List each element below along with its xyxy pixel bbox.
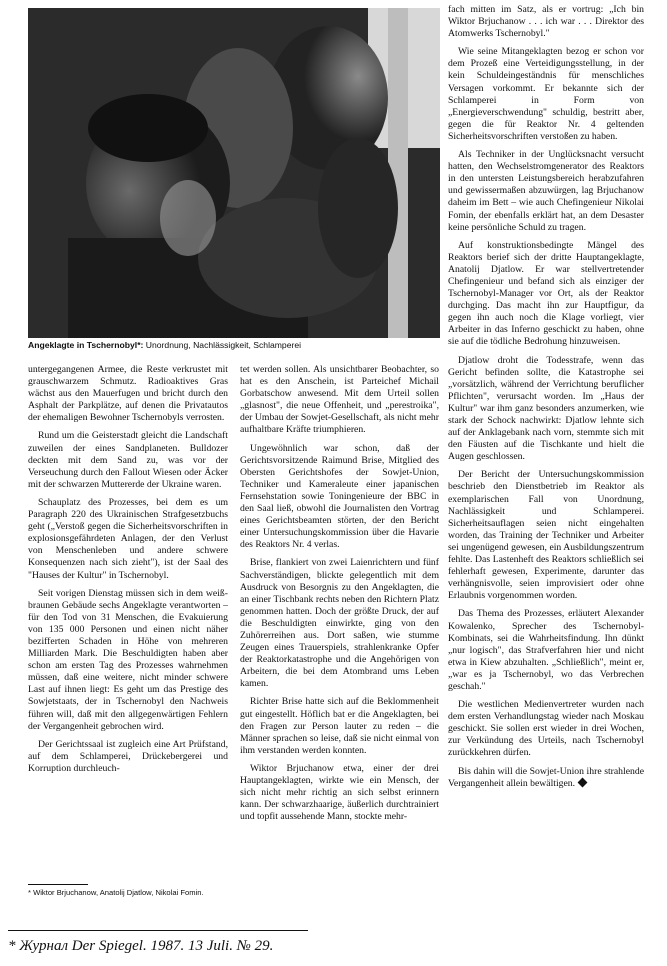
- defendants-photo: [28, 8, 440, 338]
- paragraph: Ungewöhnlich war schon, daß der Gerichtsvorsitzende Raimund Brise, Mitglied des Obersten Gerichtshofes der Sowjet-Union, Techniker und Kameraleute einer japanischen Fernsehstation sowie Toningenieure der BBC in den Saal ließ, obwohl die Journalisten den Vortrag eines Gerichtsbeamten störten, der den Bericht einer Untersuchungskommission über die Havarie des Reaktors Nr. 4 verlas.: [240, 442, 439, 551]
- source-citation: * Журнал Der Spiegel. 1987. 13 Juli. № 29.: [8, 938, 274, 954]
- paragraph: Brise, flankiert von zwei Laienrichtern und fünf Sachverständigen, blickte gelegentlich mit dem Ausdruck von Besorgnis zu den Angeklagten, die an einer Tischbank rechts neben den Richtern Platz genommen hatten. Doch der größte Druck, der auf die Beschuldigten einwirkte, ging von den Zuhörerreihen aus. Dort saßen, wie stumme Zeugen eines Trauerspiels, strahlenkranke Opfer der Reaktorkatastrophe und die Angehörigen von Arbeitern, die bei dem Atombrand ums Leben kamen.: [240, 557, 439, 690]
- paragraph: Wiktor Brjuchanow etwa, einer der drei Hauptangeklagten, wirkte wie ein Mensch, der sich nicht mehr richtig an sich selbst erinnern kann. Der schwarzhaarige, äußerlich durchtrainiert und topfit aussehende Mann, stockte mehr-: [240, 762, 439, 823]
- paragraph: Der Bericht der Untersuchungskommission beschrieb den Dienstbetrieb im Reaktor als exemplarischen Fall von Unordnung, Nachlässigkeit und Schlamperei. Sicherheitsauflagen seien nicht eingehalten worden, das Training der Techniker und Arbeiter sei ungenügend gewesen, ein Ausbildungszentrum fehlte. Das Lastenheft des Reaktors schließlich sei fehlerhaft gewesen, Experimente, darunter das verhängnisvolle, seien improvisiert oder ohne Erlaubnis vorgenommen worden.: [448, 469, 644, 602]
- article-column-2: [240, 364, 439, 829]
- paragraph-last-text: Bis dahin will die Sowjet-Union ihre strahlende Vergangenheit allein bewältigen.: [448, 765, 644, 789]
- footnote: * Wiktor Brjuchanow, Anatolij Djatlow, Nikolai Fomin.: [28, 888, 204, 897]
- paragraph: fach mitten im Satz, als er vortrug: „Ich bin Wiktor Brjuchanow . . . ich war . . . Direktor des Atomwerks Tschernobyl.": [448, 4, 644, 40]
- article-column-1: [28, 364, 228, 781]
- caption-bold: Angeklagte in Tschernobyl*:: [28, 340, 144, 350]
- paragraph: tet werden sollen. Als unsichtbarer Beobachter, so hat es den Anschein, ist Parteichef Michail Gorbatschow anwesend. Mit dem Urteil sollen „glasnost", die neue Offenheit, und „perestroika", der Umbau der Sowjet-Gesellschaft, als nicht mehr aufhaltbare Kräfte triumphieren.: [240, 364, 439, 436]
- paragraph: Der Gerichtssaal ist zugleich eine Art Prüfstand, auf dem Schlamperei, Drückebergerei und Korruption durchleuch-: [28, 738, 228, 774]
- caption-text: Unordnung, Nachlässigkeit, Schlamperei: [143, 340, 302, 350]
- paragraph: Als Techniker in der Unglücksnacht versucht hatten, den Wechselstromgenerator des Reaktors in den untersten Leistungsbereich herabzufahren und gewissermaßen abzuwürgen, lag Brjuchanow daheim im Bett – wie auch Chefingenieur Nikolai Fomin, der ebenfalls erklärt hat, an dem Desaster keine persönliche Schuld zu tragen.: [448, 149, 644, 233]
- paragraph-last: [448, 766, 644, 790]
- paragraph: untergegangenen Armee, die Reste verkrustet mit grauschwarzem Schmutz. Radioaktives Gras wächst aus den Mauerfugen und bricht durch den Asphalt der Parkplätze, auf denen die Privatautos der ehemaligen Bewohner Tschernobyls verrosten.: [28, 364, 228, 424]
- photo-caption: [28, 340, 440, 351]
- paragraph: Die westlichen Medienvertreter wurden nach dem ersten Verhandlungstag wieder nach Moskau geschickt. Sie sollen erst wieder in drei Wochen, zur Verkündung des Urteils, nach Tschernobyl zurückkehren dürfen.: [448, 699, 644, 759]
- paragraph: Auf konstruktionsbedingte Mängel des Reaktors berief sich der dritte Hauptangeklagte, Anatolij Djatlow. Er war stellvertretender Chefingenieur und befand sich als einziger der Tschernobyl-Manager vor Ort, als der Reaktor durchging. Das macht ihn zur Hauptfigur, da gegen ihn auch noch die Klage vorliegt, vier Arbeiter in das Inferno geschickt zu haben, ohne sie auf die tödliche Bedrohung hinzuweisen.: [448, 239, 644, 348]
- source-rule: [8, 930, 308, 931]
- paragraph: Schauplatz des Prozesses, bei dem es um Paragraph 220 des Ukrainischen Strafgesetzbuchs geht („Verstoß gegen die Sicherheitsvorschriften in explosionsgefährdeten Anlagen, der den Verlust von Menschenleben und andere schwere Konsequenzen nach sich zieht"), ist der Saal des "Hauses der Kultur" in Tschernobyl.: [28, 496, 228, 581]
- paragraph: Das Thema des Prozesses, erläutert Alexander Kowalenko, Sprecher des Tschernobyl-Kombinats, sei die Wahrheitsfindung. Ihn dünkt „nur logisch", das Strafverfahren hier und nicht etwa in Kiew abzuhalten. „Schließlich", meint er, „war es ja Tschernobyl, wo das Verbrechen geschah.": [448, 608, 644, 692]
- paragraph: Richter Brise hatte sich auf die Beklommenheit gut eingestellt. Höflich bat er die Angeklagten, bei den Fragen zur Person lauter zu reden – die Männer sprachen so leise, daß sie nicht einmal von ihm verstanden werden konnten.: [240, 696, 439, 756]
- article-column-3: [448, 4, 644, 796]
- photo-image: [28, 8, 440, 338]
- paragraph: Seit vorigen Dienstag müssen sich in dem weiß-braunen Gebäude sechs Angeklagte verantworten – für den Tod von 31 Menschen, die Evakuierung von 135 000 Personen und einen nicht näher bezifferten Schaden in Höhe von mehreren Milliarden Mark. Die Beschuldigten haben aber schon am ersten Tag des Prozesses wahrnehmen müssen, daß eine weitere, nicht minder schwere Last auf ihnen liegt: Es geht um das Prestige des Sowjetstaats, der in Tschernobyl den Nachweis führen will, daß mit den allgegenwärtigen Fehlern der Vergangenheit gebrochen wird.: [28, 587, 228, 732]
- paragraph: Wie seine Mitangeklagten bezog er schon vor dem Prozeß eine Verteidigungsstellung, in der kein Schuldeingeständnis für menschliches Versagen vorkommt. Er bekannte sich der Schlamperei in Form von „Energieverschwendung" schuldig, bestritt aber, gegen die für Reaktor Nr. 4 geltenden Sicherheitsvorschriften verstoßen zu haben.: [448, 46, 644, 142]
- end-mark-icon: [578, 777, 588, 787]
- paragraph: Djatlow droht die Todesstrafe, wenn das Gericht befinden sollte, die Katastrophe sei „vorsätzlich, während der Verrichtung beruflicher Pflichten", verursacht worden. Im „Haus der Kultur" war ihm ganz besonders anzumerken, wie stark der Schock nachwirkt: Djatlow lehnte sich auf der Anklagebank nach vorn, stemmte sich mit den Fäusten auf die Tischkante und hielt die Augen geschlossen.: [448, 354, 644, 463]
- footnote-rule: [28, 884, 88, 885]
- paragraph: Rund um die Geisterstadt gleicht die Landschaft zuweilen der eines Sandplaneten. Bulldozer deckten mit dem Sand zu, was vor der Verseuchung durch den Fallout Wiesen oder Äcker mit der schwarzen Muttererde der Ukraine waren.: [28, 430, 228, 490]
